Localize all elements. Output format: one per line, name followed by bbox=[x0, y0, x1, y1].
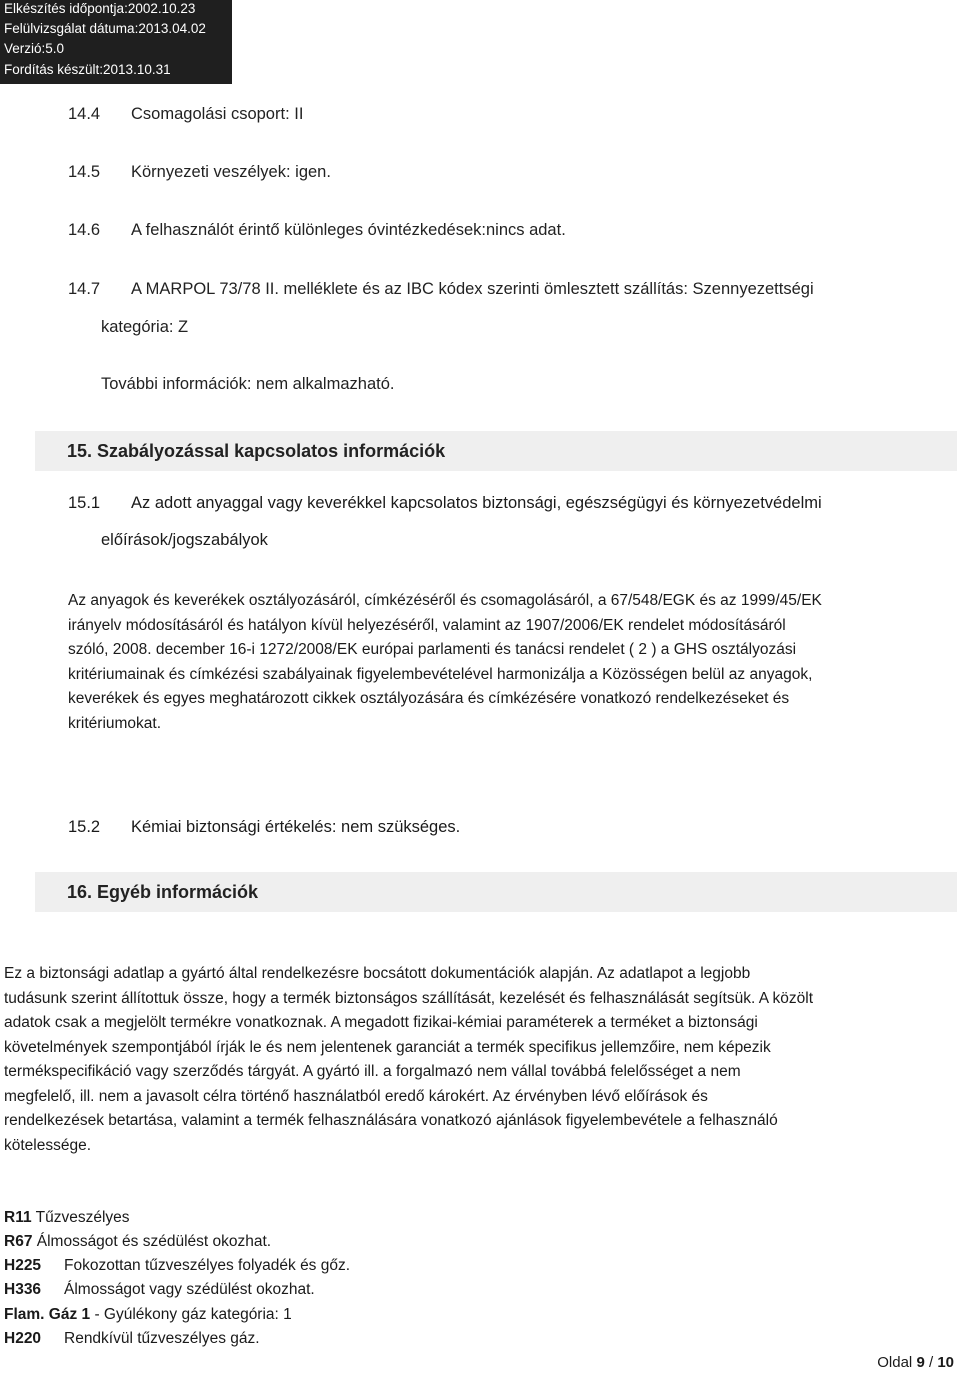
subsection-15-1-number: 15.1 bbox=[68, 494, 101, 512]
code-h336 bbox=[4, 1281, 315, 1299]
paragraph-line: Ez a biztonsági adatlap a gyártó által rendelkezésre bocsátott dokumentációk alapján. Az adatlapot a legjobb bbox=[4, 965, 751, 982]
item-text: A MARPOL 73/78 II. melléklete és az IBC kódex szerinti ömlesztett szállítás: Szennyezettségi bbox=[131, 280, 814, 298]
paragraph-line: kritériumainak és címkézési szabályainak figyelembevételével harmonizálja a Közösségen belül az anyagok, bbox=[68, 665, 813, 683]
code-label: H336 bbox=[4, 1281, 42, 1298]
code-label: H225 bbox=[4, 1257, 42, 1274]
paragraph-line: tudásunk szerint állítottuk össze, hogy a termék biztonságos szállítását, kezelését és felhasználását segítsük. A közölt bbox=[4, 989, 814, 1007]
regulation-paragraph bbox=[68, 589, 822, 736]
subsection-15-2-text: Kémiai biztonsági értékelés: nem szükséges. bbox=[131, 818, 461, 836]
code-description: Rendkívül tűzveszélyes gáz. bbox=[64, 1330, 260, 1347]
code-h220 bbox=[4, 1330, 260, 1348]
paragraph-line: szóló, 2008. december 16-i 1272/2008/EK európai parlamenti és tanácsi rendelet ( 2 ) a GHS osztályozási bbox=[68, 641, 797, 658]
paragraph-line: termékspecifikáció vagy szerződés tárgyát. A gyártó ill. a forgalmazó nem vállal továbbá felelősséget a nem bbox=[4, 1063, 741, 1080]
code-r11 bbox=[4, 1209, 130, 1227]
item-text: Csomagolási csoport: II bbox=[131, 105, 304, 123]
item-number: 14.7 bbox=[68, 280, 101, 298]
paragraph-line: követelmények szempontjából írják le és nem jelentenek garanciát a termék specifikus jellemzőire, nem képezik bbox=[4, 1038, 771, 1056]
subsection-15-1-title: Az adott anyaggal vagy keverékkel kapcsolatos biztonsági, egészségügyi és környezetvédelmi bbox=[131, 494, 822, 512]
translation-date: Fordítás készült:2013.10.31 bbox=[4, 62, 171, 77]
code-description: - Gyúlékony gáz kategória: 1 bbox=[94, 1306, 292, 1323]
paragraph-line: irányelv módosításáról és hatályon kívül helyezéséről, valamint az 1907/2006/EK rendelet módosításáról bbox=[68, 616, 786, 634]
more-information: További információk: nem alkalmazható. bbox=[101, 375, 395, 393]
page-number bbox=[877, 1354, 954, 1371]
paragraph-line: megfelelő, ill. nem a javasolt célra történő használatból eredő károkért. Az érvényben lévő előírások és bbox=[4, 1087, 708, 1105]
paragraph-line: keverékek és egyes meghatározott cikkek osztályozására és címkézésére vonatkozó rendelkezéseket és bbox=[68, 690, 790, 707]
paragraph-line: kötelessége. bbox=[4, 1136, 92, 1154]
created-date: Elkészítés időpontja:2002.10.23 bbox=[4, 1, 196, 16]
subsection-15-2-number: 15.2 bbox=[68, 818, 101, 836]
paragraph-line: adatok csak a megjelölt termékre vonatkoznak. A megadott fizikai-kémiai paraméterek a terméket a biztonsági bbox=[4, 1014, 758, 1031]
revision-date: Felülvizsgálat dátuma:2013.04.02 bbox=[4, 21, 206, 36]
paragraph-line: Az anyagok és keverékek osztályozásáról, címkézéséről és csomagolásáról, a 67/548/EGK és az 1999/45/EK bbox=[68, 592, 822, 609]
item-14-7-continuation: kategória: Z bbox=[101, 318, 189, 336]
other-info-paragraph bbox=[4, 962, 813, 1158]
current-page: 9 bbox=[916, 1354, 925, 1371]
section-16-heading bbox=[35, 872, 957, 912]
code-flam-gas-1 bbox=[4, 1306, 292, 1324]
code-label: R67 bbox=[4, 1233, 33, 1250]
item-number: 14.4 bbox=[68, 105, 101, 123]
paragraph-line: rendelkezések betartása, valamint a termék felhasználására vonatkozó ajánlások figyelembevétele a felhasználó bbox=[4, 1112, 778, 1129]
code-label: H220 bbox=[4, 1330, 42, 1347]
paragraph-line: kritériumokat. bbox=[68, 714, 162, 732]
section-15-title: 15. Szabályozással kapcsolatos információk bbox=[67, 441, 446, 461]
item-number: 14.6 bbox=[68, 221, 101, 239]
code-h225 bbox=[4, 1257, 350, 1275]
code-description: Álmosságot vagy szédülést okozhat. bbox=[64, 1281, 315, 1298]
item-text: A felhasználót érintő különleges óvintézkedések:nincs adat. bbox=[131, 221, 566, 239]
document-header bbox=[0, 0, 232, 84]
page-label: Oldal bbox=[877, 1354, 913, 1371]
code-description: Tűzveszélyes bbox=[35, 1209, 130, 1226]
code-label: Flam. Gáz 1 bbox=[4, 1306, 91, 1323]
code-description: Álmosságot és szédülést okozhat. bbox=[36, 1233, 272, 1250]
version: Verzió:5.0 bbox=[4, 41, 65, 56]
total-pages: 10 bbox=[937, 1354, 954, 1371]
item-number: 14.5 bbox=[68, 163, 101, 181]
code-label: R11 bbox=[4, 1209, 32, 1226]
subsection-15-1-title-cont: előírások/jogszabályok bbox=[101, 531, 268, 549]
code-description: Fokozottan tűzveszélyes folyadék és gőz. bbox=[64, 1257, 351, 1274]
page-separator: / bbox=[928, 1354, 934, 1371]
code-r67 bbox=[4, 1233, 271, 1251]
section-15-heading bbox=[35, 431, 957, 471]
section-16-title: 16. Egyéb információk bbox=[67, 882, 259, 902]
item-text: Környezeti veszélyek: igen. bbox=[131, 163, 331, 181]
